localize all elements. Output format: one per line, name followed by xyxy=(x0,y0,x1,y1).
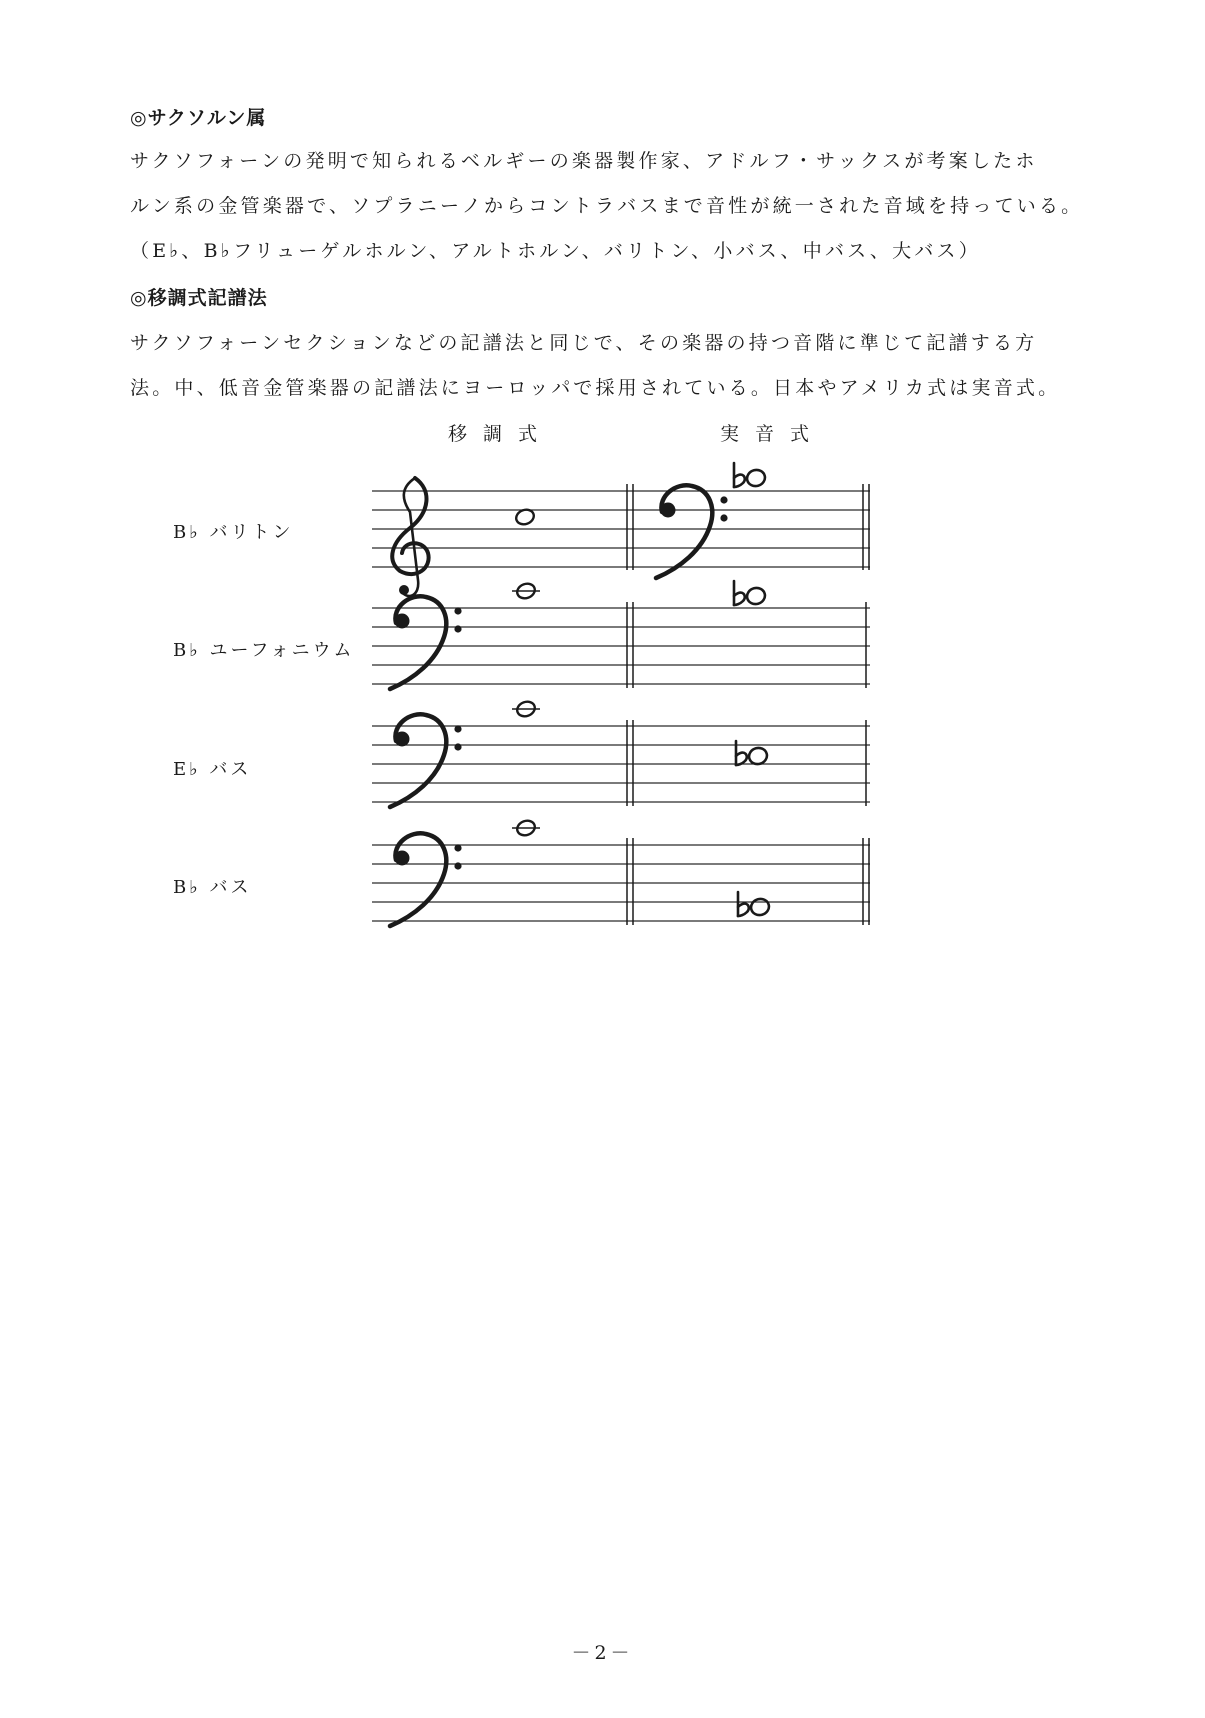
bass-clef xyxy=(390,596,462,689)
paragraph-line: サクソフォーンの発明で知られるベルギーの楽器製作家、アドルフ・サックスが考案したホ xyxy=(130,150,1038,172)
page-number: －2－ xyxy=(571,1642,634,1664)
note-euphonium-concert xyxy=(734,581,767,606)
staff-baritone xyxy=(372,463,870,596)
bass-clef xyxy=(390,714,462,807)
staff-bb-bass xyxy=(372,818,870,926)
paragraph-line: 法。中、低音金管楽器の記譜法にヨーロッパで採用されている。日本やアメリカ式は実音式。 xyxy=(130,377,1061,399)
treble-clef xyxy=(392,478,428,596)
staff-euphonium xyxy=(372,581,870,689)
bass-clef-concert xyxy=(656,485,728,578)
column-label-transposed: 移調式 xyxy=(448,423,554,445)
heading-transposition: ◎移調式記譜法 xyxy=(130,287,268,309)
bass-clef xyxy=(390,833,462,926)
instrument-label-euphonium: B♭ ユーフォニウム xyxy=(173,640,355,661)
instrument-label-bb-bass: B♭ バス xyxy=(173,877,252,898)
paragraph-line: サクソフォーンセクションなどの記譜法と同じで、その楽器の持つ音階に準じて記譜する方 xyxy=(130,332,1038,354)
note-bb-bass-concert xyxy=(738,892,771,917)
column-label-concert: 実音式 xyxy=(720,423,826,445)
paragraph-line: ルン系の金管楽器で、ソプラニーノからコントラバスまで音性が統一された音域を持っている。 xyxy=(130,195,1084,217)
note-baritone-concert xyxy=(734,463,767,488)
paragraph-line: （E♭、B♭フリューゲルホルン、アルトホルン、バリトン、小バス、中バス、大バス） xyxy=(130,240,981,262)
instrument-label-baritone: B♭ バリトン xyxy=(173,522,294,543)
heading-saxhorn: ◎サクソルン属 xyxy=(130,107,267,129)
instrument-label-eb-bass: E♭ バス xyxy=(173,759,252,780)
staff-eb-bass xyxy=(372,699,870,807)
